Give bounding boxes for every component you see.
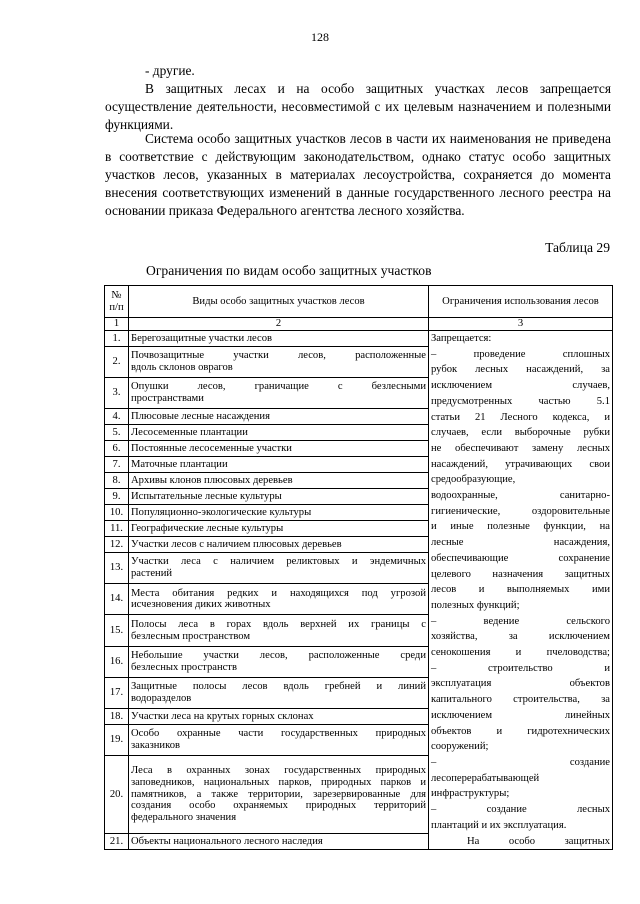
row-number: 5. <box>105 425 129 441</box>
restrictions-line: эксплуатация объектов <box>431 678 610 690</box>
restrictions-line: водоохранные, санитарно- <box>431 490 610 502</box>
row-number: 10. <box>105 505 129 521</box>
row-number: 14. <box>105 584 129 615</box>
restrictions-line: лесные насаждения, <box>431 537 610 549</box>
row-kind-name: Места обитания редких и находящихся под угрозой исчезновения диких животных <box>129 584 429 615</box>
restrictions-line: исключением линейных <box>431 709 610 721</box>
row-kind-name: Почвозащитные участки лесов, расположенные вдоль склонов оврагов <box>129 346 429 377</box>
row-number: 13. <box>105 553 129 584</box>
page-number: 128 <box>311 30 329 44</box>
paragraph-prohibition: В защитных лесах и на особо защитных участках лесов запрещается осуществление деятельности, несовместимой с их целевым назначением и полезными функциями. <box>105 81 611 132</box>
row-number: 2. <box>105 346 129 377</box>
restrictions-line: капитального строительства, за <box>431 694 610 706</box>
header-kinds: Виды особо защитных участков лесов <box>129 286 429 318</box>
restrictions-line: насаждений, утрачивающих свои <box>431 458 610 470</box>
restrictions-line: сенокошения и пчеловодства; <box>431 647 610 659</box>
restrictions-line: не обеспечивают замену лесных <box>431 442 610 454</box>
row-number: 7. <box>105 457 129 473</box>
restrictions-line: хозяйства, за исключением <box>431 631 610 643</box>
row-kind-name: Испытательные лесные культуры <box>129 489 429 505</box>
row-kind-name: Популяционно-экологические культуры <box>129 505 429 521</box>
row-kind-name: Лесосеменные плантации <box>129 425 429 441</box>
restrictions-line: На особо защитных <box>467 835 610 847</box>
restrictions-line: предусмотренных частью 5.1 <box>431 395 610 407</box>
restrictions-line: случаев, если выборочные рубки <box>431 427 610 439</box>
restrictions-line: Запрещается: <box>431 333 492 344</box>
column-number-1: 1 <box>105 318 129 331</box>
table-title: Ограничения по видам особо защитных участков <box>146 263 432 278</box>
row-number: 9. <box>105 489 129 505</box>
restrictions-line: лесоперерабатывающей <box>431 772 540 784</box>
header-number: № п/п <box>105 286 129 318</box>
row-number: 11. <box>105 521 129 537</box>
row-number: 17. <box>105 677 129 708</box>
row-kind-name: Архивы клонов плюсовых деревьев <box>129 473 429 489</box>
restrictions-line: полезных функций; <box>431 599 520 611</box>
restrictions-line: сооружений; <box>431 741 489 753</box>
restrictions-line: лесов и выполняемых ими <box>431 584 610 596</box>
row-kind-name: Плюсовые лесные насаждения <box>129 409 429 425</box>
restrictions-line: – проведение сплошных <box>431 348 610 360</box>
table-label: Таблица 29 <box>545 240 610 255</box>
column-number-3: 3 <box>429 318 613 331</box>
restrictions-cell <box>429 331 613 850</box>
column-number-row <box>105 318 613 331</box>
restrictions-line: объектов и гидротехнических <box>431 725 610 737</box>
row-number: 1. <box>105 331 129 347</box>
row-number: 15. <box>105 615 129 646</box>
paragraph-system-status: Система особо защитных участков лесов в части их наименования не приведена в соответствие с действующим законодательством, однако статус особо защитных участков лесов, указанных в материалах лесоустройства, сохраняется до момента внесения соответствующих изменений в данные государственного лесного реестра на основании приказа Федерального агентства лесного хозяйства. <box>105 131 611 218</box>
restrictions-line: обеспечивающие сохранение <box>431 552 610 564</box>
table-row <box>105 331 613 347</box>
restrictions-line: целевого назначения защитных <box>431 568 610 580</box>
restrictions-line: – ведение сельского <box>431 615 610 627</box>
row-number: 20. <box>105 756 129 834</box>
row-number: 8. <box>105 473 129 489</box>
restrictions-line: статьи 21 Лесного кодекса, и <box>431 411 610 423</box>
row-kind-name: Берегозащитные участки лесов <box>129 331 429 347</box>
row-kind-name: Защитные полосы лесов вдоль гребней и линий водоразделов <box>129 677 429 708</box>
restrictions-line: – создание <box>431 756 610 768</box>
row-number: 12. <box>105 537 129 553</box>
row-kind-name: Постоянные лесосеменные участки <box>129 441 429 457</box>
row-kind-name: Маточные плантации <box>129 457 429 473</box>
row-kind-name: Участки леса с наличием реликтовых и эндемичных растений <box>129 553 429 584</box>
header-restrictions: Ограничения использования лесов <box>429 286 613 318</box>
row-number: 18. <box>105 708 129 724</box>
table-header-row <box>105 286 613 318</box>
row-kind-name: Леса в охранных зонах государственных природных заповедников, национальных парков, природных парков и памятников, а также территории, зарезервированные для создания особо охраняемых природных территорий федерального значения <box>129 756 429 834</box>
row-kind-name: Участки леса на крутых горных склонах <box>129 708 429 724</box>
row-number: 16. <box>105 646 129 677</box>
restrictions-line: плантаций и их эксплуатация. <box>431 819 567 831</box>
restrictions-line: инфраструктуры; <box>431 788 510 800</box>
row-number: 3. <box>105 378 129 409</box>
column-number-2: 2 <box>129 318 429 331</box>
row-kind-name: Опушки лесов, граничащие с безлесными пространствами <box>129 378 429 409</box>
restrictions-line: гигиенические, оздоровительные <box>431 505 610 517</box>
paragraph-list-end: - другие. <box>145 63 195 78</box>
row-kind-name: Объекты национального лесного наследия <box>129 834 429 850</box>
row-number: 6. <box>105 441 129 457</box>
restrictions-line: рубок лесных насаждений, за <box>431 364 610 376</box>
restrictions-line: – строительство и <box>431 662 610 674</box>
row-kind-name: Полосы леса в горах вдоль верхней их границы с безлесным пространством <box>129 615 429 646</box>
row-kind-name: Участки лесов с наличием плюсовых деревьев <box>129 537 429 553</box>
row-kind-name: Географические лесные культуры <box>129 521 429 537</box>
restrictions-line: исключением случаев, <box>431 380 610 392</box>
row-number: 19. <box>105 724 129 755</box>
row-number: 4. <box>105 409 129 425</box>
restrictions-line: средообразующие, <box>431 474 516 486</box>
row-kind-name: Особо охранные части государственных природных заказников <box>129 724 429 755</box>
row-number: 21. <box>105 834 129 850</box>
restrictions-line: и иные полезные функции, на <box>431 521 610 533</box>
row-kind-name: Небольшие участки лесов, расположенные среди безлесных пространств <box>129 646 429 677</box>
restrictions-table <box>104 285 613 850</box>
restrictions-line: – создание лесных <box>431 804 610 816</box>
